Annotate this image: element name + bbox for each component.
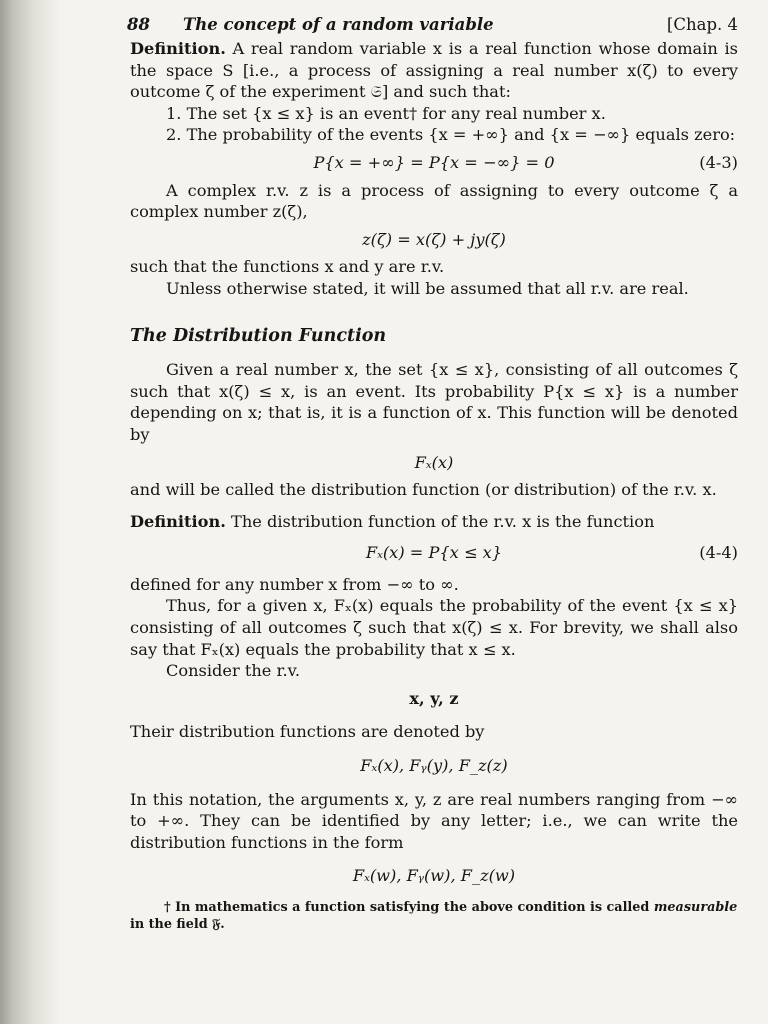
equation-body: z(ζ) = x(ζ) + jy(ζ) (362, 229, 506, 249)
chapter-title: The concept of a random variable (183, 15, 494, 34)
definition-text: A real random variable x is a real function whose domain is the space S [i.e., a process of assigning a real number x(ζ) to every outcome ζ of the experiment 𝔖] and such that: (130, 39, 738, 102)
distribution-functions-list (130, 755, 738, 777)
definition-2-paragraph-thus: Thus, for a given x, Fₓ(x) equals the probability of the event {x ≤ x} consisting of all outcomes ζ such that x(ζ) ≤ x. For brevity, we shall also say that Fₓ(x) equals the probability that x ≤ x. (130, 596, 738, 659)
footnote (130, 899, 738, 933)
real-assumption-note: Unless otherwise stated, it will be assumed that all r.v. are real. (166, 278, 689, 298)
book-page (127, 14, 738, 933)
definition-text: The distribution function of the r.v. x is the function (231, 511, 655, 531)
definition-2-after: defined for any number x from −∞ to ∞. (130, 574, 459, 594)
rv-list (130, 688, 738, 710)
definition-paragraph (130, 38, 738, 103)
distribution-functions-w (130, 865, 738, 887)
condition-item-1: 1. The set {x ≤ x} is an event† for any real number x. (166, 103, 606, 123)
page-gutter-shadow (0, 0, 60, 1024)
footnote-text: † In mathematics a function satisfying the above condition is called (164, 900, 654, 915)
definition-label: Definition. (130, 511, 226, 531)
complex-equation (130, 229, 738, 251)
footnote-emphasis: measurable (653, 900, 738, 915)
equation-body: P{x = +∞} = P{x = −∞} = 0 (313, 152, 555, 172)
equation-body: Fₓ(x), Fᵧ(y), F_z(z) (360, 756, 508, 776)
chapter-reference: [Chap. 4 (666, 15, 738, 34)
equation-number: (4-4) (699, 543, 738, 563)
definition-label: Definition. (130, 39, 226, 58)
equation-body: Fₓ(w), Fᵧ(w), F_z(w) (352, 866, 516, 886)
distribution-paragraph-1: Given a real number x, the set {x ≤ x}, consisting of all outcomes ζ such that x(ζ) ≤ x, is an event. Its probability P{x ≤ x} is a number depending on x; that is, it is a function of x. This function will be denoted by (130, 360, 738, 444)
complex-rv-after: such that the functions x and y are r.v. (130, 257, 445, 277)
footnote-line-1 (130, 899, 738, 916)
running-header (127, 14, 738, 38)
equation-number: (4-3) (699, 152, 738, 172)
their-distribution-line: Their distribution functions are denoted by (130, 722, 485, 742)
section-heading: The Distribution Function (130, 325, 387, 346)
consider-line: Consider the r.v. (166, 661, 300, 681)
distribution-symbol (130, 452, 738, 474)
definition-2-paragraph (130, 511, 738, 533)
notation-paragraph: In this notation, the arguments x, y, z are real numbers ranging from −∞ to +∞. They can be identified by any letter; i.e., we can write the distribution functions in the form (130, 789, 738, 852)
equation-4-4 (130, 542, 738, 564)
condition-item-2: 2. The probability of the events {x = +∞} and {x = −∞} equals zero: (166, 125, 736, 145)
equation-body: x, y, z (409, 688, 459, 708)
equation-body: Fₓ(x) = P{x ≤ x} (365, 543, 503, 563)
distribution-paragraph-2: and will be called the distribution function (or distribution) of the r.v. x. (130, 480, 717, 500)
equation-body: Fₓ(x) (414, 452, 454, 472)
equation-4-3 (130, 152, 738, 174)
page-number: 88 (127, 15, 150, 34)
footnote-line-2: in the field 𝔉. (130, 917, 225, 932)
complex-rv-paragraph: A complex r.v. z is a process of assigning to every outcome ζ a complex number z(ζ), (130, 180, 738, 222)
